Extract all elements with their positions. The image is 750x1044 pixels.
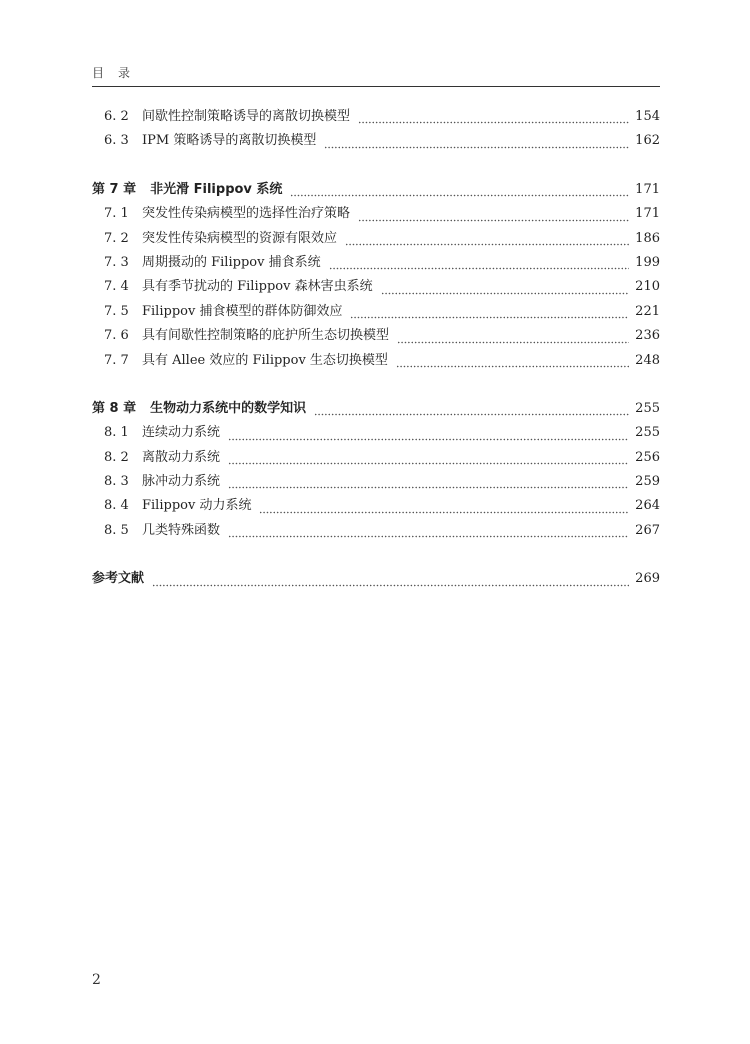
dot-leader bbox=[345, 235, 629, 246]
dot-leader bbox=[314, 405, 629, 416]
entry-number: 7. 6 bbox=[104, 328, 129, 344]
entry-page-number: 248 bbox=[635, 352, 660, 368]
toc-section-entry[interactable] bbox=[92, 349, 660, 373]
entry-page-number: 221 bbox=[635, 303, 660, 319]
entry-page-number: 162 bbox=[635, 133, 660, 149]
table-of-contents bbox=[92, 105, 660, 616]
entry-title: 具有季节扰动的 Filippov 森林害虫系统 bbox=[142, 279, 373, 295]
header-title: 目录 bbox=[92, 66, 145, 80]
entry-page-number: 154 bbox=[635, 108, 660, 124]
toc-section-entry[interactable] bbox=[92, 275, 660, 299]
entry-page-number: 255 bbox=[635, 400, 660, 416]
dot-leader bbox=[329, 259, 630, 270]
toc-group bbox=[92, 178, 660, 373]
dot-leader bbox=[358, 113, 629, 124]
entry-title: 参考文献 bbox=[92, 571, 145, 587]
entry-number: 第 8 章 bbox=[92, 400, 137, 416]
toc-section-entry[interactable] bbox=[92, 227, 660, 251]
entry-page-number: 236 bbox=[635, 328, 660, 344]
entry-title: 具有 Allee 效应的 Filippov 生态切换模型 bbox=[142, 352, 388, 368]
toc-section-entry[interactable] bbox=[92, 421, 660, 445]
entry-number: 6. 3 bbox=[104, 133, 129, 149]
entry-page-number: 267 bbox=[635, 522, 660, 538]
toc-section-entry[interactable] bbox=[92, 470, 660, 494]
entry-page-number: 269 bbox=[635, 571, 660, 587]
entry-number: 6. 2 bbox=[104, 108, 129, 124]
entry-page-number: 199 bbox=[635, 254, 660, 270]
entry-page-number: 264 bbox=[635, 498, 660, 514]
entry-title: Filippov 捕食模型的群体防御效应 bbox=[142, 303, 343, 319]
dot-leader bbox=[358, 211, 629, 222]
toc-chapter-entry[interactable] bbox=[92, 567, 660, 591]
entry-number: 8. 4 bbox=[104, 498, 129, 514]
entry-title: 间歇性控制策略诱导的离散切换模型 bbox=[142, 108, 351, 124]
entry-title: 非光滑 Filippov 系统 bbox=[150, 181, 283, 197]
dot-leader bbox=[228, 527, 629, 538]
page-number: 2 bbox=[92, 972, 101, 988]
entry-number: 8. 3 bbox=[104, 474, 129, 490]
toc-chapter-entry[interactable] bbox=[92, 397, 660, 421]
entry-page-number: 255 bbox=[635, 425, 660, 441]
dot-leader bbox=[228, 430, 629, 441]
entry-page-number: 210 bbox=[635, 279, 660, 295]
toc-group bbox=[92, 105, 660, 154]
toc-group bbox=[92, 567, 660, 591]
toc-group bbox=[92, 397, 660, 543]
running-header bbox=[92, 64, 660, 87]
dot-leader bbox=[259, 503, 629, 514]
entry-number: 7. 4 bbox=[104, 279, 129, 295]
entry-number: 7. 1 bbox=[104, 206, 129, 222]
dot-leader bbox=[228, 478, 629, 489]
entry-number: 8. 2 bbox=[104, 449, 129, 465]
entry-title: 生物动力系统中的数学知识 bbox=[150, 400, 307, 416]
toc-section-entry[interactable] bbox=[92, 446, 660, 470]
entry-title: 具有间歇性控制策略的庇护所生态切换模型 bbox=[142, 328, 390, 344]
dot-leader bbox=[350, 308, 629, 319]
entry-number: 8. 5 bbox=[104, 522, 129, 538]
entry-title: Filippov 动力系统 bbox=[142, 498, 252, 514]
entry-number: 8. 1 bbox=[104, 425, 129, 441]
entry-number: 第 7 章 bbox=[92, 181, 137, 197]
dot-leader bbox=[228, 454, 629, 465]
toc-section-entry[interactable] bbox=[92, 129, 660, 153]
entry-number: 7. 3 bbox=[104, 254, 129, 270]
entry-number: 7. 2 bbox=[104, 230, 129, 246]
entry-title: 突发性传染病模型的选择性治疗策略 bbox=[142, 206, 351, 222]
entry-page-number: 171 bbox=[635, 181, 660, 197]
entry-page-number: 171 bbox=[635, 206, 660, 222]
dot-leader bbox=[397, 333, 629, 344]
entry-number: 7. 7 bbox=[104, 352, 129, 368]
entry-title: IPM 策略诱导的离散切换模型 bbox=[142, 133, 317, 149]
toc-section-entry[interactable] bbox=[92, 324, 660, 348]
entry-title: 离散动力系统 bbox=[142, 449, 221, 465]
dot-leader bbox=[381, 284, 630, 295]
entry-title: 突发性传染病模型的资源有限效应 bbox=[142, 230, 338, 246]
toc-section-entry[interactable] bbox=[92, 300, 660, 324]
entry-title: 连续动力系统 bbox=[142, 425, 221, 441]
entry-title: 几类特殊函数 bbox=[142, 522, 221, 538]
entry-page-number: 186 bbox=[635, 230, 660, 246]
dot-leader bbox=[396, 357, 629, 368]
dot-leader bbox=[290, 186, 629, 197]
toc-section-entry[interactable] bbox=[92, 251, 660, 275]
dot-leader bbox=[152, 576, 629, 587]
toc-chapter-entry[interactable] bbox=[92, 178, 660, 202]
toc-section-entry[interactable] bbox=[92, 105, 660, 129]
toc-section-entry[interactable] bbox=[92, 494, 660, 518]
entry-title: 脉冲动力系统 bbox=[142, 474, 221, 490]
toc-section-entry[interactable] bbox=[92, 519, 660, 543]
entry-title: 周期摄动的 Filippov 捕食系统 bbox=[142, 254, 321, 270]
entry-page-number: 256 bbox=[635, 449, 660, 465]
dot-leader bbox=[324, 138, 629, 149]
entry-number: 7. 5 bbox=[104, 303, 129, 319]
toc-section-entry[interactable] bbox=[92, 202, 660, 226]
entry-page-number: 259 bbox=[635, 474, 660, 490]
